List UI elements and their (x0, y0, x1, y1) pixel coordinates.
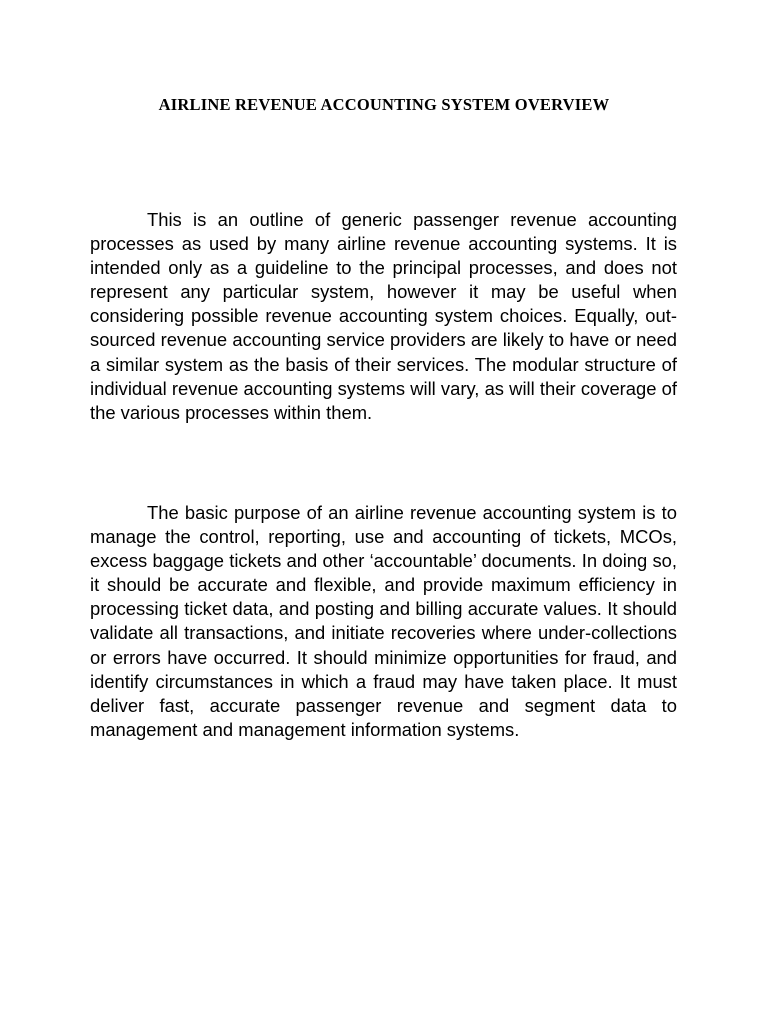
paragraph-intro: This is an outline of generic passenger revenue accounting processes as used by many airline revenue accounting systems. It is intended only as a guideline to the principal processes, and does not represent any particular system, however it may be useful when considering possible revenue accounting system choices. Equally, out-sourced revenue accounting service providers are likely to have or need a similar system as the basis of their services. The modular structure of individual revenue accounting systems will vary, as will their coverage of the various processes within them. (90, 209, 677, 423)
document-title: AIRLINE REVENUE ACCOUNTING SYSTEM OVERVIEW (158, 95, 610, 114)
paragraph-purpose: The basic purpose of an airline revenue accounting system is to manage the control, reporting, use and accounting of tickets, MCOs, excess baggage tickets and other ‘accountable’ documents. In doing so, it should be accurate and flexible, and provide maximum efficiency in processing ticket data, and posting and billing accurate values. It should validate all transactions, and initiate recoveries where under-collections or errors have occurred. It should minimize opportunities for fraud, and identify circumstances in which a fraud may have taken place. It must deliver fast, accurate passenger revenue and segment data to management and management information systems. (90, 502, 677, 740)
